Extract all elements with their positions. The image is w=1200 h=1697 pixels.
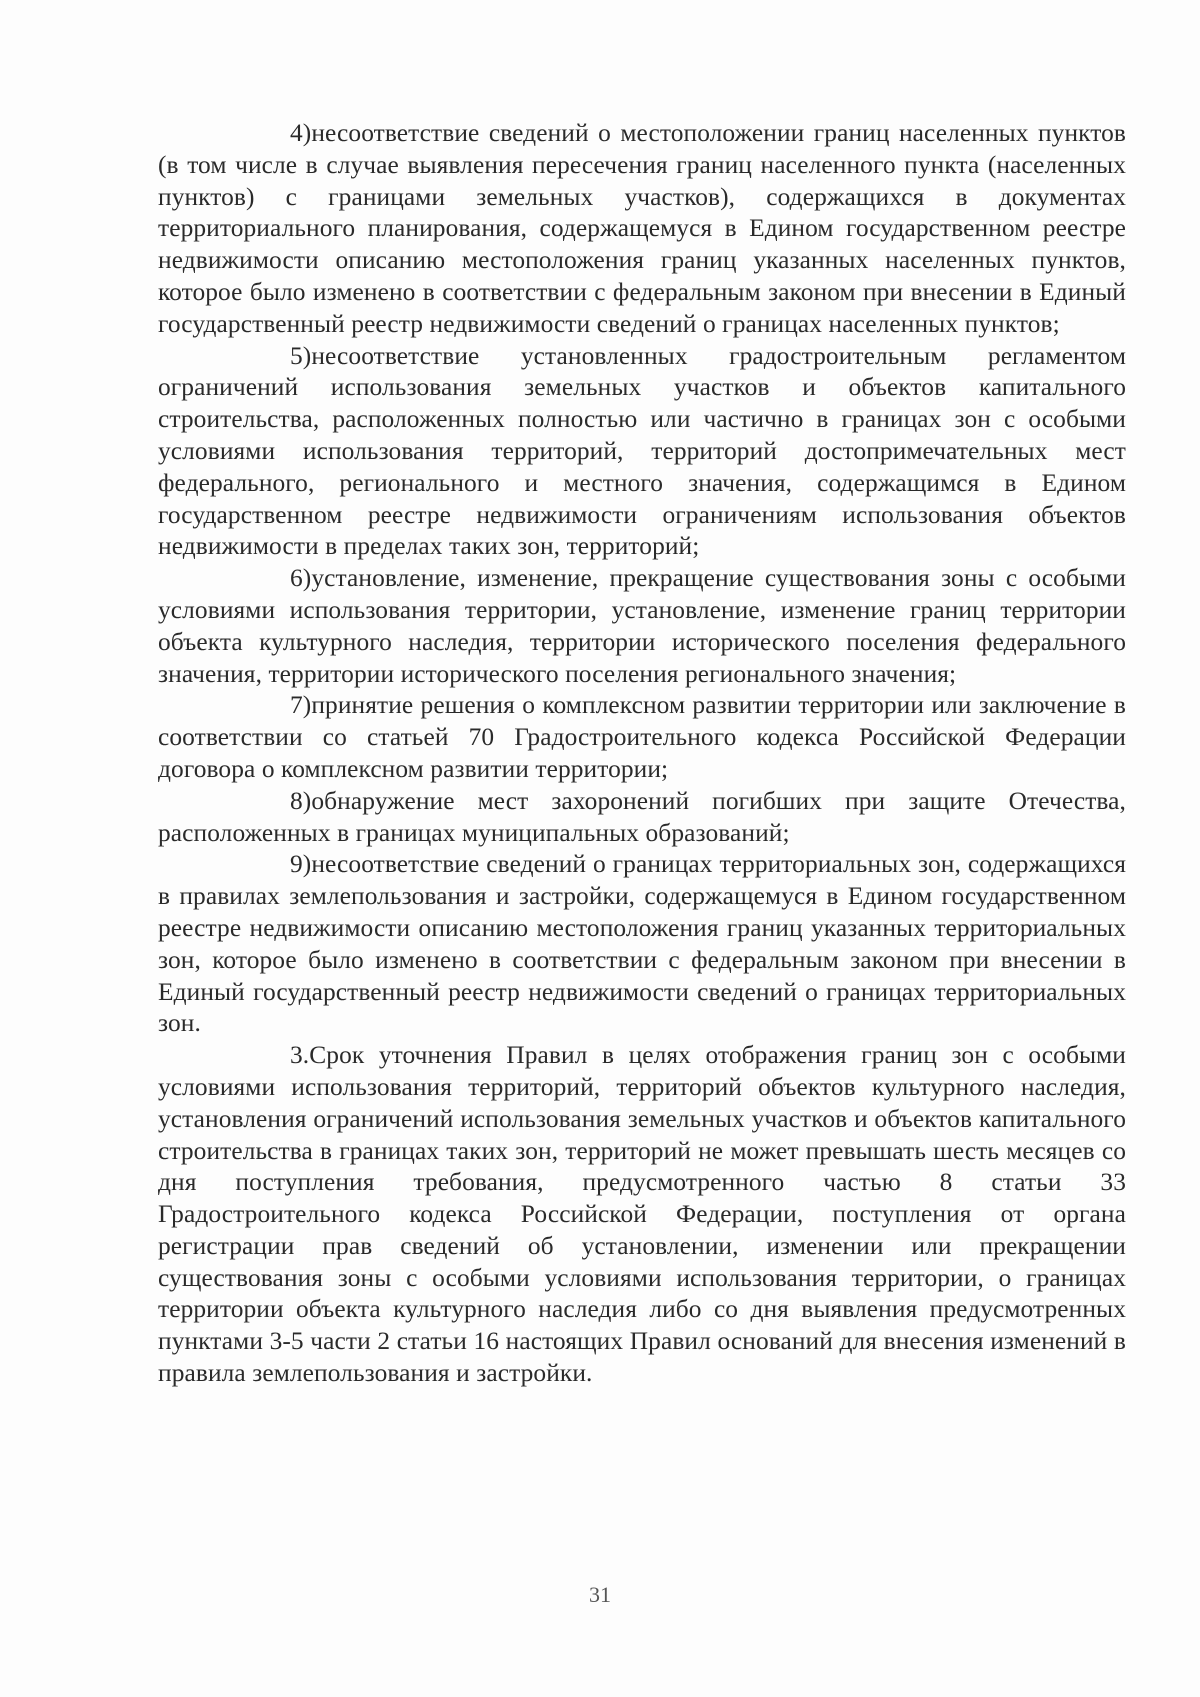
document-body bbox=[158, 118, 1126, 1390]
item-text: принятие решения о комплексном развитии территории или заключение в соответствии со статьей 70 Градостроительного кодекса Российской Федерации договора о комплексном развитии территории; bbox=[158, 691, 1126, 783]
item-text: установление, изменение, прекращение существования зоны с особыми условиями использования территории, установление, изменение границ территории объекта культурного наследия, территории исторического поселения федерального значения, территории исторического поселения регионального значения; bbox=[158, 564, 1126, 688]
list-item-7 bbox=[158, 690, 1126, 785]
item-number: 8) bbox=[290, 786, 312, 815]
item-number: 7) bbox=[290, 691, 312, 720]
list-item-5 bbox=[158, 341, 1126, 564]
item-text: обнаружение мест захоронений погибших при защите Отечества, расположенных в границах муниципальных образований; bbox=[158, 786, 1126, 847]
section-number: 3. bbox=[290, 1041, 310, 1070]
list-item-8 bbox=[158, 786, 1126, 850]
list-item-6 bbox=[158, 563, 1126, 690]
list-item-4 bbox=[158, 118, 1126, 341]
item-text: несоответствие установленных градостроительным регламентом ограничений использования земельных участков и объектов капитального строительства, расположенных полностью или частично в границах зон с особыми условиями использования территорий, территорий достопримечательных мест федерального, регионального и местного значения, содержащимся в Едином государственном реестре недвижимости ограничениям использования объектов недвижимости в пределах таких зон, территорий; bbox=[158, 341, 1126, 561]
item-text: несоответствие сведений о местоположении границ населенных пунктов (в том числе в случае выявления пересечения границ населенного пункта (населенных пунктов) с границами земельных участков), содержащихся в документах территориального планирования, содержащемуся в Едином государственном реестре недвижимости описанию местоположения границ указанных населенных пунктов, которое было изменено в соответствии с федеральным законом при внесении в Единый государственный реестр недвижимости сведений о границах населенных пунктов; bbox=[158, 119, 1126, 338]
section-text: Срок уточнения Правил в целях отображения границ зон с особыми условиями использования территорий, территорий объектов культурного наследия, установления ограничений использования земельных участков и объектов капитального строительства в границах таких зон, территорий не может превышать шесть месяцев со дня поступления требования, предусмотренного частью 8 статьи 33 Градостроительного кодекса Российской Федерации, поступления от органа регистрации прав сведений об установлении, изменении или прекращении существования зоны с особыми условиями использования территории, о границах территории объекта культурного наследия либо со дня выявления предусмотренных пунктами 3-5 части 2 статьи 16 настоящих Правил оснований для внесения изменений в правила землепользования и застройки. bbox=[158, 1041, 1126, 1388]
page-number: 31 bbox=[589, 1582, 611, 1607]
item-number: 4) bbox=[290, 119, 312, 147]
list-item-9 bbox=[158, 849, 1126, 1040]
section-3 bbox=[158, 1040, 1126, 1390]
item-text: несоответствие сведений о границах территориальных зон, содержащихся в правилах землепользования и застройки, содержащемуся в Едином государственном реестре недвижимости описанию местоположения границ указанных территориальных зон, которое было изменено в соответствии с федеральным законом при внесении в Единый государственный реестр недвижимости сведений о границах территориальных зон. bbox=[158, 850, 1126, 1038]
item-number: 9) bbox=[290, 850, 312, 879]
item-number: 6) bbox=[290, 564, 312, 593]
item-number: 5) bbox=[290, 341, 312, 370]
